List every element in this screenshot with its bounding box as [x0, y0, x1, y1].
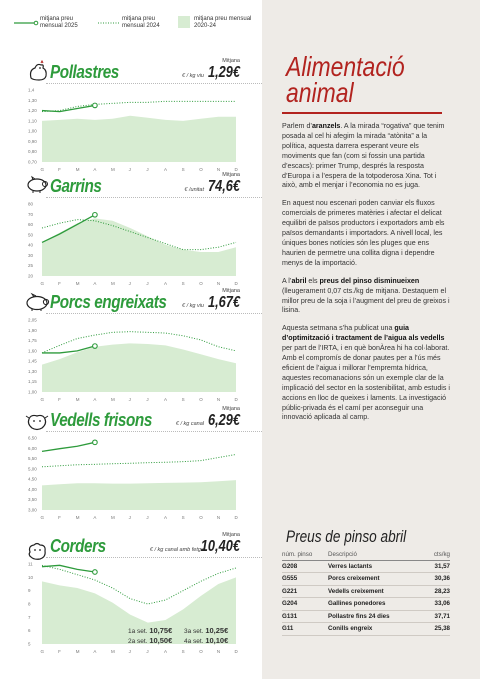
pinso-code: G11 — [282, 623, 328, 636]
x-tick-label: A — [93, 397, 97, 402]
x-tick-label: F — [58, 515, 61, 520]
y-tick-label: 1,90 — [28, 327, 37, 333]
x-tick-label: N — [216, 515, 221, 520]
x-tick-label: A — [163, 515, 167, 520]
avg-2020-24-area — [42, 480, 236, 510]
mitjana-value: 1,29€ — [207, 64, 240, 81]
y-tick-label: 3,00 — [28, 507, 37, 513]
x-tick-label: D — [234, 281, 238, 286]
x-tick-label: M — [111, 167, 115, 172]
set-2-value: 10,50€ — [149, 636, 173, 645]
y-tick-label: 30 — [28, 252, 34, 258]
y-tick-label: 0,80 — [28, 149, 37, 155]
y-tick-label: 1,00 — [28, 389, 37, 395]
pinso-description: Porcs creixement — [328, 573, 425, 586]
x-tick-label: A — [163, 167, 167, 172]
title-separator — [46, 431, 262, 432]
set-2-label: 2a set. — [128, 638, 148, 645]
x-tick-label: A — [93, 649, 97, 654]
price-chart — [0, 434, 262, 538]
chicken-icon — [24, 60, 50, 82]
x-tick-label: A — [163, 281, 167, 286]
pinso-value: 33,06 — [425, 598, 450, 611]
set-3-value: 10,25€ — [205, 626, 229, 635]
set-4-label: 4a set. — [184, 638, 204, 645]
pig-icon — [24, 290, 50, 312]
x-tick-label: D — [234, 649, 238, 654]
x-tick-label: D — [234, 515, 238, 520]
set-2 — [128, 636, 172, 647]
pinso-header-code: núm. pinso — [282, 549, 328, 560]
pinso-code: G555 — [282, 573, 328, 586]
y-tick-label: 1,30 — [28, 368, 37, 374]
y-tick-label: 70 — [28, 211, 34, 217]
x-tick-label: J — [128, 515, 131, 520]
y-tick-label: 1,45 — [28, 358, 37, 364]
x-tick-label: N — [216, 281, 221, 286]
pinso-row — [282, 585, 450, 598]
y-tick-label: 1,10 — [28, 118, 37, 124]
series-2025-line — [42, 565, 95, 572]
x-tick-label: S — [181, 281, 185, 286]
x-tick-label: A — [163, 397, 167, 402]
x-tick-label: J — [128, 397, 131, 402]
y-tick-label: 6 — [28, 628, 31, 634]
chart-legend — [10, 16, 250, 46]
legend-avg-label: mitjana preu mensual 2020-24 — [194, 16, 252, 29]
pinso-value: 25,38 — [425, 623, 450, 636]
legend-2025-swatch — [14, 20, 40, 26]
panel-unit: € / kg viu — [181, 303, 204, 309]
x-tick-label: O — [199, 397, 203, 402]
x-tick-label: G — [40, 281, 45, 286]
x-tick-label: J — [146, 167, 149, 172]
panel-title: Garrins — [50, 176, 102, 196]
panel-unit: € / kg viu — [181, 73, 204, 79]
article-body — [282, 122, 450, 431]
y-tick-label: 9 — [28, 588, 31, 594]
x-tick-label: N — [216, 397, 221, 402]
set-4-value: 10,10€ — [205, 636, 229, 645]
y-tick-label: 1,60 — [28, 348, 37, 354]
y-tick-label: 1,75 — [28, 338, 37, 344]
series-2025-last-point — [93, 344, 98, 349]
pinso-row — [282, 598, 450, 611]
title-separator — [46, 197, 262, 198]
y-tick-label: 4,50 — [28, 476, 37, 482]
pinso-description: Pollastre fins 24 dies — [328, 610, 425, 623]
x-tick-label: A — [93, 167, 97, 172]
x-tick-label: O — [199, 649, 203, 654]
series-2025-line — [42, 442, 95, 451]
title-separator — [46, 313, 262, 314]
x-tick-label: D — [234, 397, 238, 402]
pinso-value: 28,23 — [425, 585, 450, 598]
pinso-description: Vedells creixement — [328, 585, 425, 598]
x-tick-label: G — [40, 397, 45, 402]
pinso-code: G131 — [282, 610, 328, 623]
panel-title: Vedells frisons — [50, 410, 152, 430]
x-tick-label: S — [181, 167, 185, 172]
series-2025-last-point — [93, 440, 98, 445]
pinso-row — [282, 573, 450, 586]
pinso-value: 37,71 — [425, 610, 450, 623]
y-tick-label: 0,70 — [28, 159, 37, 165]
x-tick-label: J — [146, 281, 149, 286]
x-tick-label: M — [111, 397, 115, 402]
pinso-code: G208 — [282, 560, 328, 573]
x-tick-label: A — [163, 649, 167, 654]
legend-avg-swatch — [178, 16, 190, 28]
pinso-header-desc: Descripció — [328, 549, 425, 560]
x-tick-label: N — [216, 649, 221, 654]
legend-2024-swatch — [98, 20, 120, 26]
x-tick-label: J — [128, 649, 131, 654]
x-tick-label: F — [58, 649, 61, 654]
title-rule — [282, 112, 442, 114]
lamb-icon — [24, 540, 50, 562]
set-1-label: 1a set. — [128, 628, 148, 635]
x-tick-label: S — [181, 397, 185, 402]
article-title — [286, 51, 405, 108]
mitjana-label: Mitjana — [222, 406, 240, 412]
x-tick-label: S — [181, 649, 185, 654]
pinso-row — [282, 560, 450, 573]
y-tick-label: 6,00 — [28, 445, 37, 451]
y-tick-label: 7 — [28, 614, 31, 620]
pinso-table — [282, 549, 450, 636]
pinso-header-value: cts/kg — [425, 549, 450, 560]
y-tick-label: 60 — [28, 222, 34, 228]
y-tick-label: 4,00 — [28, 486, 37, 492]
pinso-value: 31,57 — [425, 560, 450, 573]
x-tick-label: G — [40, 515, 45, 520]
set-1-value: 10,75€ — [149, 626, 173, 635]
x-tick-label: J — [146, 649, 149, 654]
x-tick-label: G — [40, 649, 45, 654]
pinso-description: Conills engreix — [328, 623, 425, 636]
x-tick-label: F — [58, 167, 61, 172]
x-tick-label: J — [146, 515, 149, 520]
legend-2025-label: mitjana preu mensual 2025 — [40, 16, 78, 29]
y-tick-label: 3,50 — [28, 497, 37, 503]
x-tick-label: M — [111, 281, 115, 286]
panel-title: Porcs engreixats — [50, 292, 167, 312]
title-separator — [46, 83, 262, 84]
series-2025-last-point — [93, 103, 98, 108]
x-tick-label: M — [75, 167, 80, 172]
x-tick-label: J — [128, 167, 131, 172]
y-tick-label: 1,00 — [28, 128, 37, 134]
y-tick-label: 80 — [28, 201, 34, 207]
mitjana-label: Mitjana — [222, 58, 240, 64]
title-separator — [46, 557, 262, 558]
panel-unit: € / kg canal — [175, 421, 204, 427]
x-tick-label: N — [216, 167, 221, 172]
panel-unit: € /unitat — [184, 187, 204, 193]
x-tick-label: G — [40, 167, 45, 172]
series-2024-line — [42, 454, 236, 466]
mitjana-value: 74,6€ — [207, 178, 240, 195]
y-tick-label: 20 — [28, 273, 34, 279]
x-tick-label: M — [75, 515, 80, 520]
x-tick-label: M — [111, 515, 115, 520]
y-tick-label: 11 — [28, 561, 33, 567]
set-3-label: 3a set. — [184, 628, 204, 635]
legend-2024-label: mitjana preu mensual 2024 — [122, 16, 160, 29]
paragraph-2: En aquest nou escenari poden canviar els fluxos comercials de primeres matèries i afectar el delicat equilibri de països productors i exportadors amb els països demandants i importadors. A nivell local, les úniques bones notícies són les pluges que ens haurien de permetre una collita digna i dependre menys de la importació. — [282, 199, 445, 267]
x-tick-label: D — [234, 167, 238, 172]
y-tick-label: 25 — [28, 263, 34, 269]
y-tick-label: 1,30 — [28, 97, 37, 103]
mitjana-value: 10,40€ — [200, 538, 240, 555]
x-tick-label: O — [199, 167, 203, 172]
article-title-line-1: Alimentació — [286, 51, 405, 82]
y-tick-label: 50 — [28, 232, 34, 238]
pinso-code: G221 — [282, 585, 328, 598]
paragraph-1: Parlem d’aranzels. A la mirada “rogativa” que tenim posada al cel hi afegim la mirada “atònita” a la política, aquesta darrera esperant veure els moviments que fan (com si fossin una partida d’escacs): primer Trump, després la resposta d’Europa i a l’espera de la totpoderosa Xina. Tot i això, amb el menjar i l’economia no es juga. — [282, 122, 445, 190]
y-tick-label: 5,00 — [28, 466, 37, 472]
y-tick-label: 1,20 — [28, 108, 37, 114]
pinso-rows — [282, 560, 450, 635]
pinso-code: G204 — [282, 598, 328, 611]
mitjana-value: 1,67€ — [207, 294, 240, 311]
mitjana-value: 6,29€ — [207, 412, 240, 429]
y-tick-label: 1,15 — [28, 379, 37, 385]
price-chart — [0, 316, 262, 420]
y-tick-label: 5 — [28, 641, 31, 647]
x-tick-label: F — [58, 281, 61, 286]
panel-title: Pollastres — [50, 62, 119, 82]
x-tick-label: O — [199, 281, 203, 286]
paragraph-4: Aquesta setmana s’ha publicat una guia d’optimització i tractament de l’aigua als vedells per part de l’IRTA, i en què bonÀrea hi ha col·laborat. Amb el compromís de donar pautes per a l’ús més eficient de l’aigua i millorar l’empremta hídrica, aquestes recomanacions són un exemple clar de la implicació del sector en la sostenibilitat, amb estudis i accions en lloc de queixes i laments. La investigació públic-privada és el camí per aconseguir una innovació aplicada al camp. — [282, 324, 450, 422]
avg-2020-24-area — [42, 116, 236, 162]
pinso-row — [282, 623, 450, 636]
pinso-title: Preus de pinso abril — [286, 527, 407, 546]
y-tick-label: 1,4 — [28, 87, 35, 93]
calf-icon — [24, 410, 50, 432]
y-tick-label: 10 — [28, 574, 34, 580]
y-tick-label: 8 — [28, 601, 31, 607]
x-tick-label: M — [111, 649, 115, 654]
set-4 — [184, 636, 228, 647]
x-tick-label: A — [93, 281, 97, 286]
series-2025-last-point — [93, 570, 98, 575]
y-tick-label: 2,05 — [28, 317, 37, 323]
mitjana-label: Mitjana — [222, 172, 240, 178]
pinso-row — [282, 610, 450, 623]
panel-unit: € / kg canal amb fetge — [149, 547, 204, 553]
x-tick-label: J — [128, 281, 131, 286]
y-tick-label: 5,50 — [28, 456, 37, 462]
mitjana-label: Mitjana — [222, 288, 240, 294]
price-chart — [0, 560, 262, 664]
y-tick-label: 6,50 — [28, 435, 37, 441]
x-tick-label: M — [75, 281, 80, 286]
pinso-header-row — [282, 549, 450, 560]
x-tick-label: A — [93, 515, 97, 520]
x-tick-label: M — [75, 649, 80, 654]
y-tick-label: 0,90 — [28, 138, 37, 144]
panel-title: Corders — [50, 536, 106, 556]
pinso-value: 30,36 — [425, 573, 450, 586]
article-title-line-2: animal — [286, 77, 354, 108]
paragraph-3: A l’abril els preus del pinso disminueixen (lleugerament 0,07 cts./kg de mitjana. Destaquem el millor preu de la soja i l’augment del preu de greixos i lisina. — [282, 276, 450, 315]
pinso-description: Verres lactants — [328, 560, 425, 573]
avg-2020-24-area — [42, 343, 236, 392]
x-tick-label: M — [75, 397, 80, 402]
x-tick-label: J — [146, 397, 149, 402]
y-tick-label: 40 — [28, 242, 34, 248]
pinso-description: Gallines ponedores — [328, 598, 425, 611]
mitjana-label: Mitjana — [222, 532, 240, 538]
piglet-icon — [24, 172, 50, 194]
x-tick-label: O — [199, 515, 203, 520]
x-tick-label: S — [181, 515, 185, 520]
x-tick-label: F — [58, 397, 61, 402]
series-2025-last-point — [93, 213, 98, 218]
